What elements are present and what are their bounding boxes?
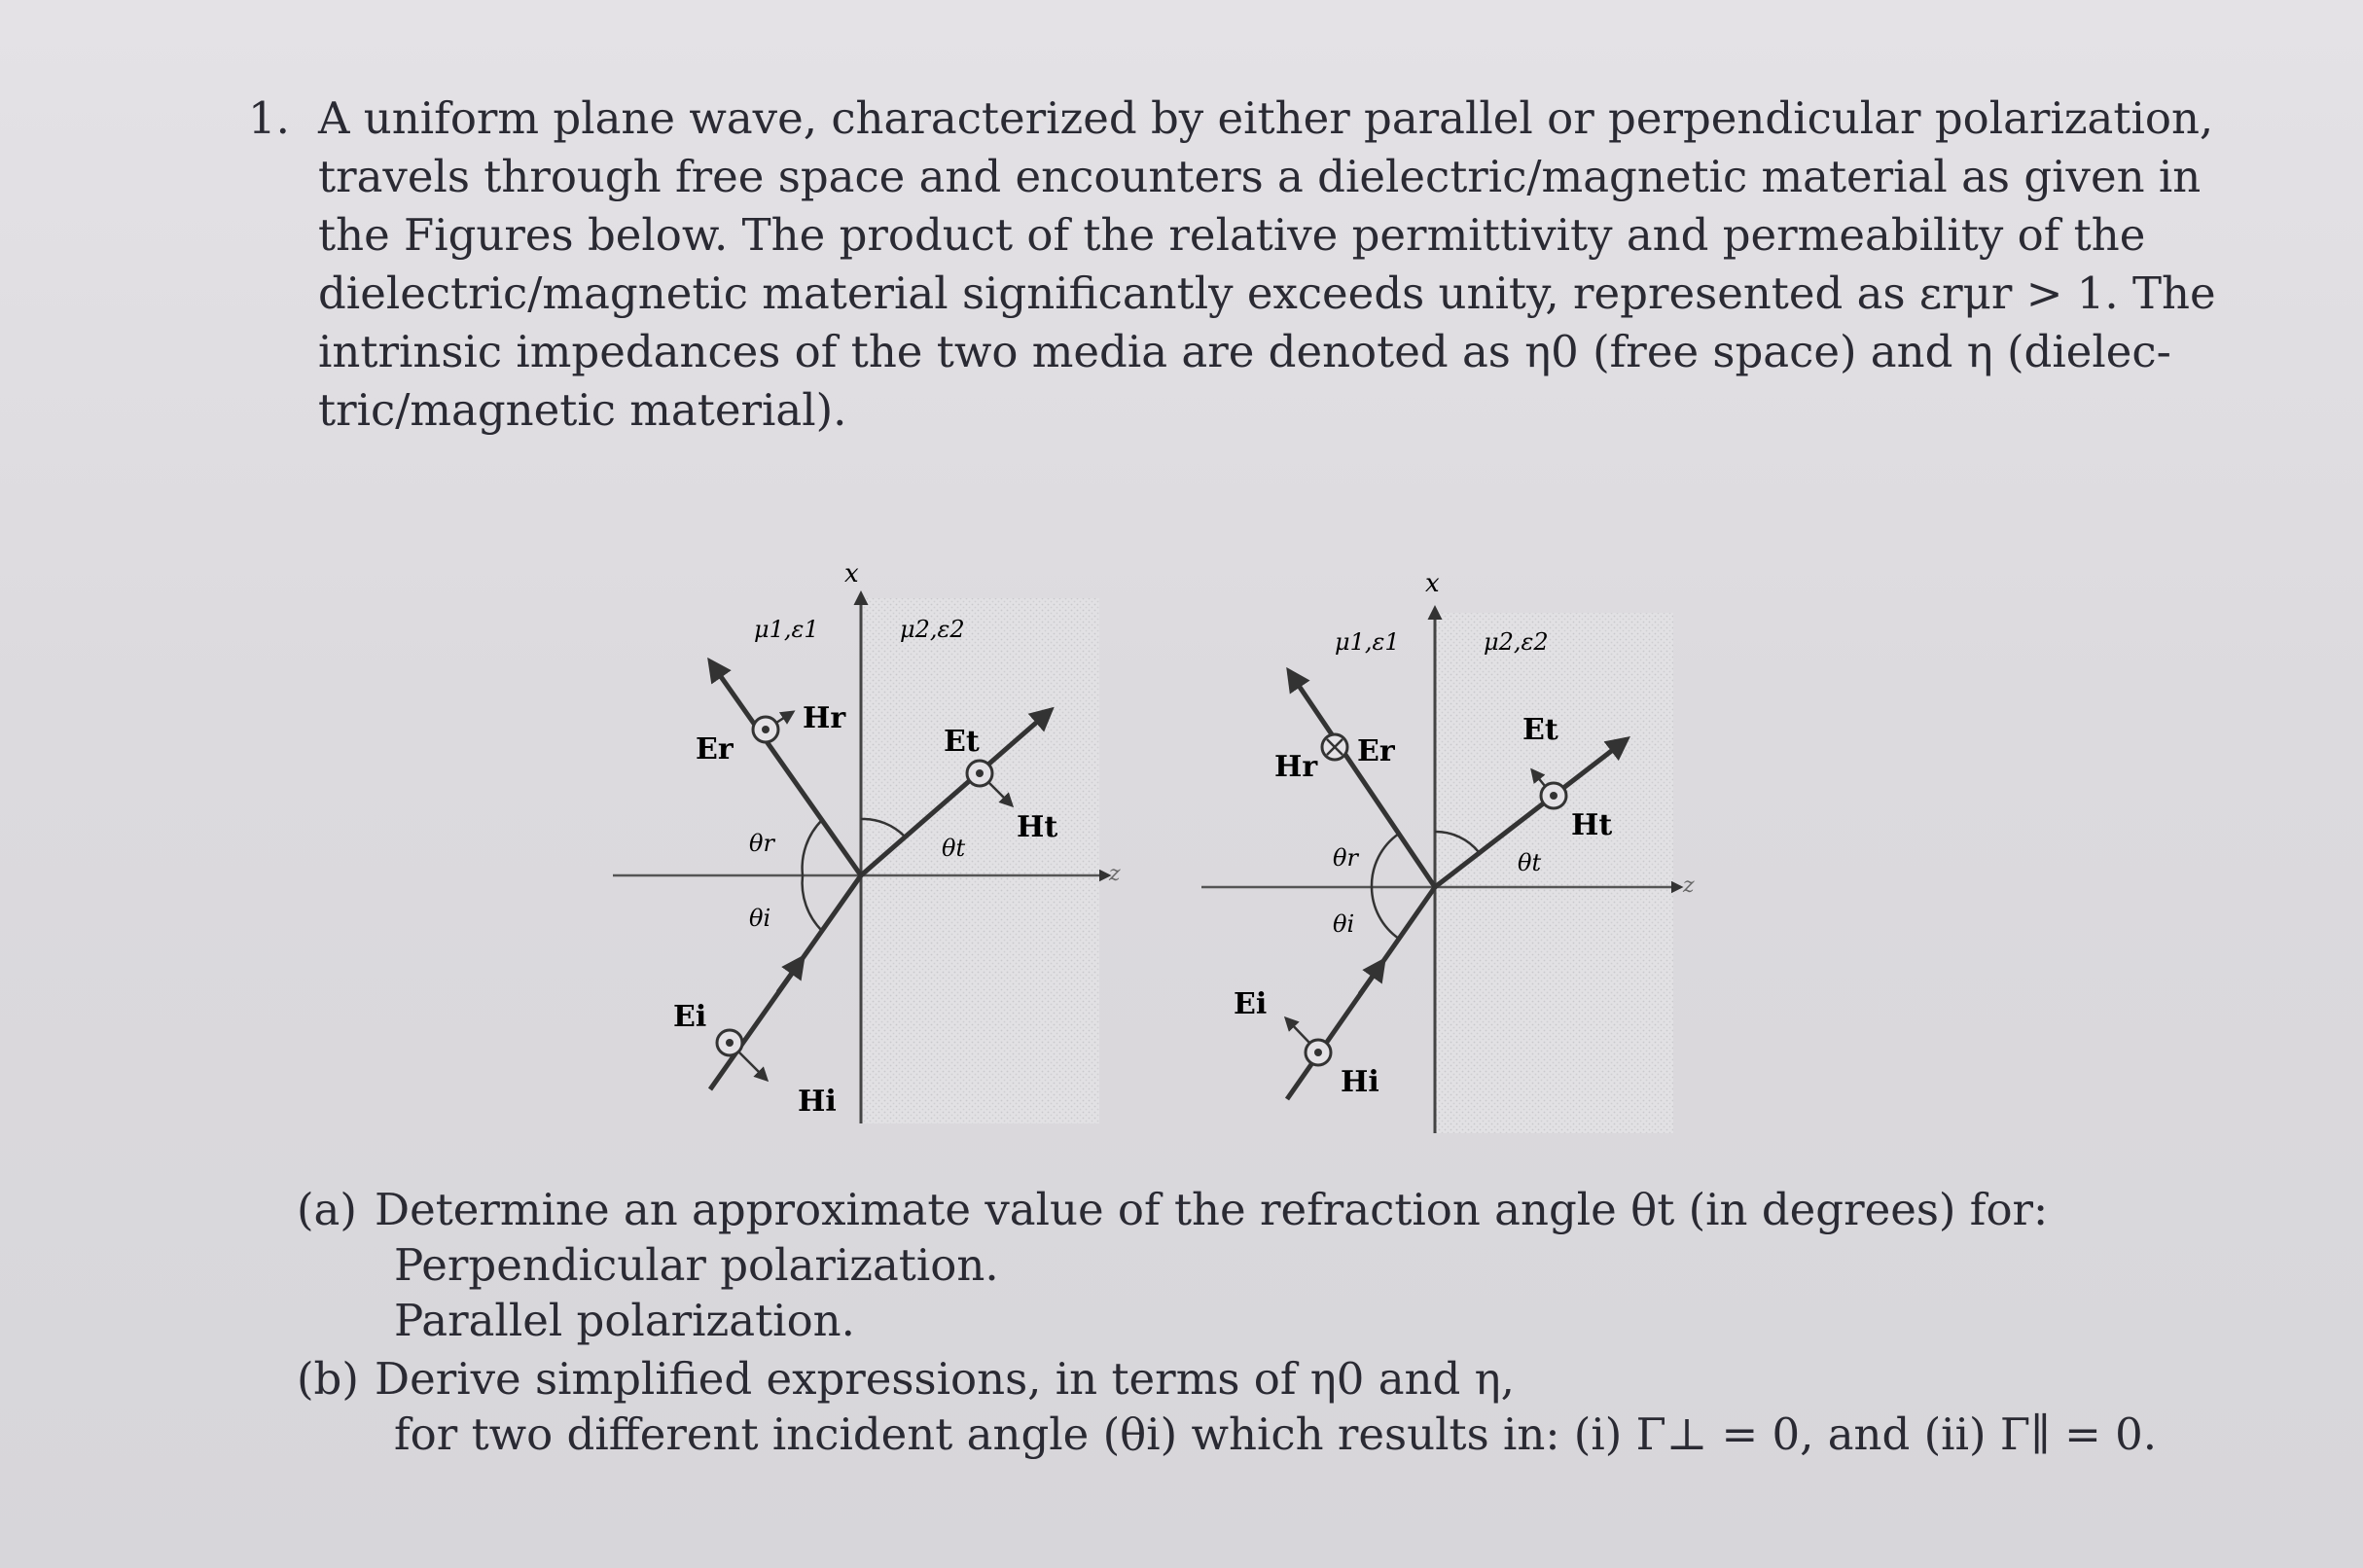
part-a-item: Perpendicular polarization.	[394, 1239, 999, 1291]
hi-dot-icon	[1314, 1049, 1322, 1056]
medium2-region	[1435, 613, 1673, 1133]
theta-r-arc	[803, 820, 822, 875]
figure-parallel	[613, 559, 1121, 1123]
et-label: Et	[944, 725, 980, 759]
et-label: Et	[1522, 713, 1558, 747]
medium2-label: μ2,ε2	[900, 616, 965, 643]
hr-label: Hr	[1274, 750, 1318, 784]
theta-t-label: θt	[1518, 849, 1542, 876]
hr-vector	[776, 712, 793, 723]
ht-label: Ht	[1017, 810, 1058, 844]
problem-number: 1.	[248, 92, 290, 144]
figure-perpendicular	[1201, 569, 1695, 1133]
hr-dot-icon	[762, 726, 770, 733]
incident-arrow	[1360, 961, 1383, 994]
problem-line: travels through free space and encounters a dielectric/magnetic material as given in	[318, 151, 2202, 202]
hi-label: Hi	[798, 1085, 837, 1119]
hi-vector	[739, 1052, 767, 1080]
problem-line: dielectric/magnetic material significantly exceeds unity, represented as εrμr > 1. The	[318, 267, 2216, 319]
ei-vector	[1286, 1018, 1309, 1043]
problem-line: tric/magnetic material).	[318, 384, 847, 436]
incident-arrow	[778, 958, 803, 992]
problem-line: A uniform plane wave, characterized by either parallel or perpendicular polarization,	[318, 92, 2214, 144]
er-label: Er	[696, 732, 734, 766]
medium1-label: μ1,ε1	[1335, 628, 1400, 656]
part-a-text: Determine an approximate value of the refraction angle θt (in degrees) for:	[375, 1184, 2049, 1235]
hi-label: Hi	[1341, 1065, 1379, 1099]
medium2-region	[861, 598, 1099, 1123]
part-b-label: (b)	[297, 1353, 359, 1405]
part-b-text: Derive simplified expressions, in terms of η0 and η,	[375, 1353, 1515, 1405]
part-a-label: (a)	[297, 1184, 357, 1235]
ht-label: Ht	[1571, 808, 1613, 842]
theta-i-arc	[1372, 887, 1399, 939]
theta-r-label: θr	[749, 830, 774, 857]
hr-label: Hr	[803, 701, 846, 735]
axis-x-label: x	[844, 559, 859, 588]
part-b-item: for two different incident angle (θi) which results in: (i) Γ⊥ = 0, and (ii) Γ∥ = 0.	[394, 1408, 2158, 1460]
er-label: Er	[1357, 734, 1395, 768]
ei-label: Ei	[1234, 987, 1268, 1021]
theta-r-arc	[1372, 834, 1399, 887]
polarization-figures	[603, 545, 1712, 1148]
medium1-label: μ1,ε1	[754, 616, 819, 643]
ht-dot-icon	[976, 769, 984, 777]
axis-x-label: x	[1425, 569, 1440, 598]
part-a-item: Parallel polarization.	[394, 1295, 855, 1346]
problem-paragraph	[318, 89, 2216, 440]
axis-z-label: z	[1109, 862, 1121, 886]
ei-label: Ei	[673, 1000, 707, 1034]
theta-i-label: θi	[1333, 910, 1355, 938]
problem-line: the Figures below. The product of the relative permittivity and permeability of the	[318, 209, 2146, 261]
theta-i-arc	[803, 875, 822, 931]
reflected-ray	[710, 661, 861, 875]
theta-r-label: θr	[1333, 844, 1358, 872]
theta-t-label: θt	[942, 835, 966, 862]
et-dot-icon	[1550, 792, 1557, 800]
problem-line: intrinsic impedances of the two media are denoted as η0 (free space) and η (dielec-	[318, 326, 2171, 377]
axis-z-label: z	[1683, 873, 1695, 898]
hi-dot-icon	[726, 1039, 734, 1047]
theta-i-label: θi	[749, 905, 771, 932]
medium2-label: μ2,ε2	[1484, 628, 1549, 656]
